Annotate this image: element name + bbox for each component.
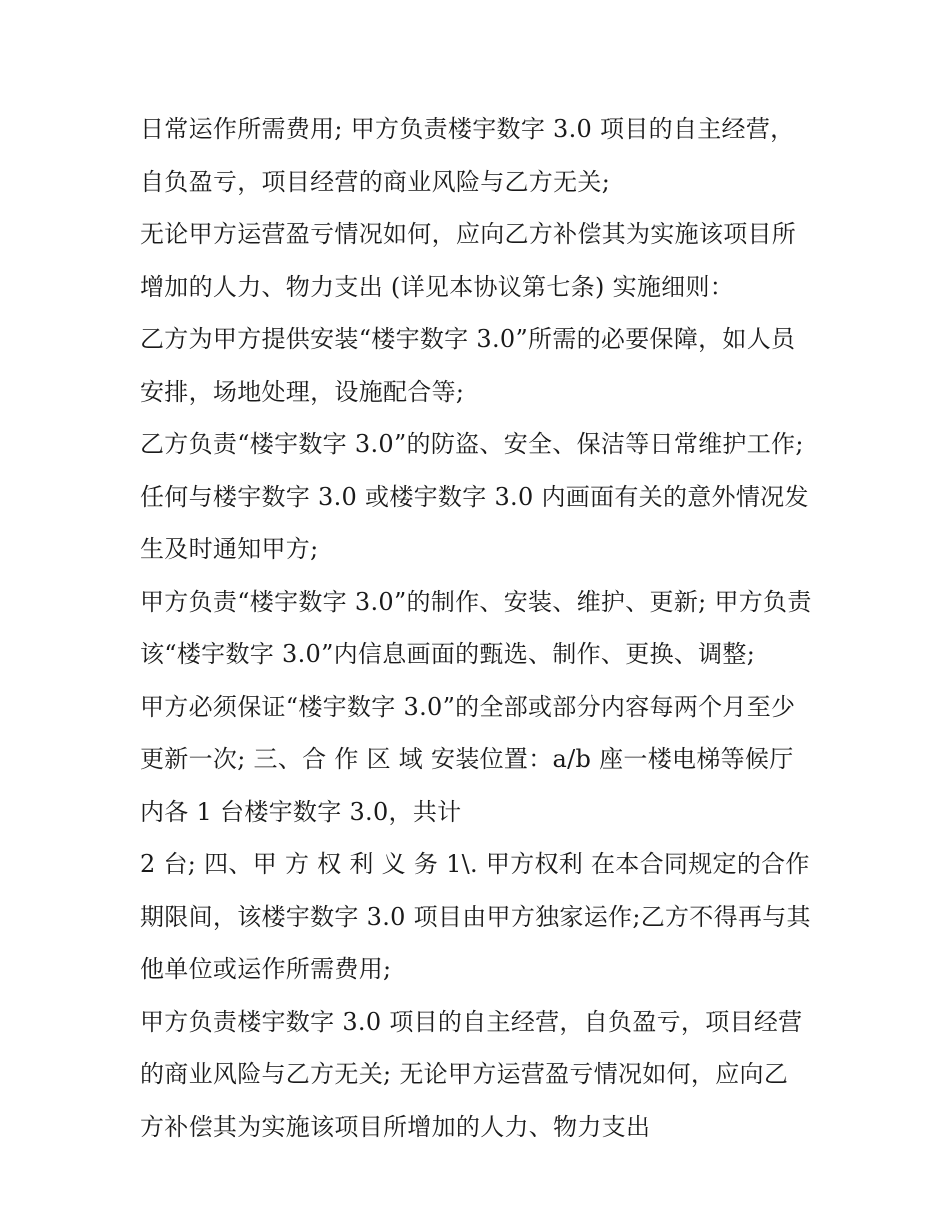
text-line: 生及时通知甲方; [140,535,319,563]
text-line: 2 台; 四、甲 方 权 利 义 务 1\. 甲方权利 在本合同规定的合作 [140,850,810,878]
text-line: 安排，场地处理，设施配合等; [140,377,465,406]
text-line: 方补偿其为实施该项目所增加的人力、物力支出 [140,1112,651,1141]
text-line: 甲方必须保证“楼宇数字 3.0”的全部或部分内容每两个月至少 [140,692,796,721]
text-line: 自负盈亏，项目经营的商业风险与乙方无关; [140,167,611,196]
text-line: 任何与楼宇数字 3.0 或楼宇数字 3.0 内画面有关的意外情况发 [140,482,809,511]
text-line: 该“楼宇数字 3.0”内信息画面的甄选、制作、更换、调整; [140,640,756,668]
text-line: 乙方负责“楼宇数字 3.0”的防盗、安全、保洁等日常维护工作; [140,430,804,458]
text-line: 乙方为甲方提供安装“楼宇数字 3.0”所需的必要保障，如人员 [140,325,796,353]
text-line: 日常运作所需费用; 甲方负责楼宇数字 3.0 项目的自主经营， [140,115,795,143]
text-line: 甲方负责“楼宇数字 3.0”的制作、安装、维护、更新; 甲方负责 [140,587,812,616]
text-line: 无论甲方运营盈亏情况如何，应向乙方补偿其为实施该项目所 [140,220,797,248]
text-line: 期限间，该楼宇数字 3.0 项目由甲方独家运作;乙方不得再与其 [140,902,811,931]
text-line: 增加的人力、物力支出 (详见本协议第七条) 实施细则： [140,272,735,301]
text-line: 的商业风险与乙方无关; 无论甲方运营盈亏情况如何，应向乙 [140,1060,789,1088]
text-line: 内各 1 台楼宇数字 3.0，共计 [140,797,462,826]
document-body [140,108,830,1158]
text-line: 甲方负责楼宇数字 3.0 项目的自主经营，自负盈亏，项目经营 [140,1007,803,1036]
text-line: 他单位或运作所需费用; [140,955,392,983]
text-line: 更新一次; 三、合 作 区 域 安装位置：a/b 座一楼电梯等候厅 [140,745,794,773]
